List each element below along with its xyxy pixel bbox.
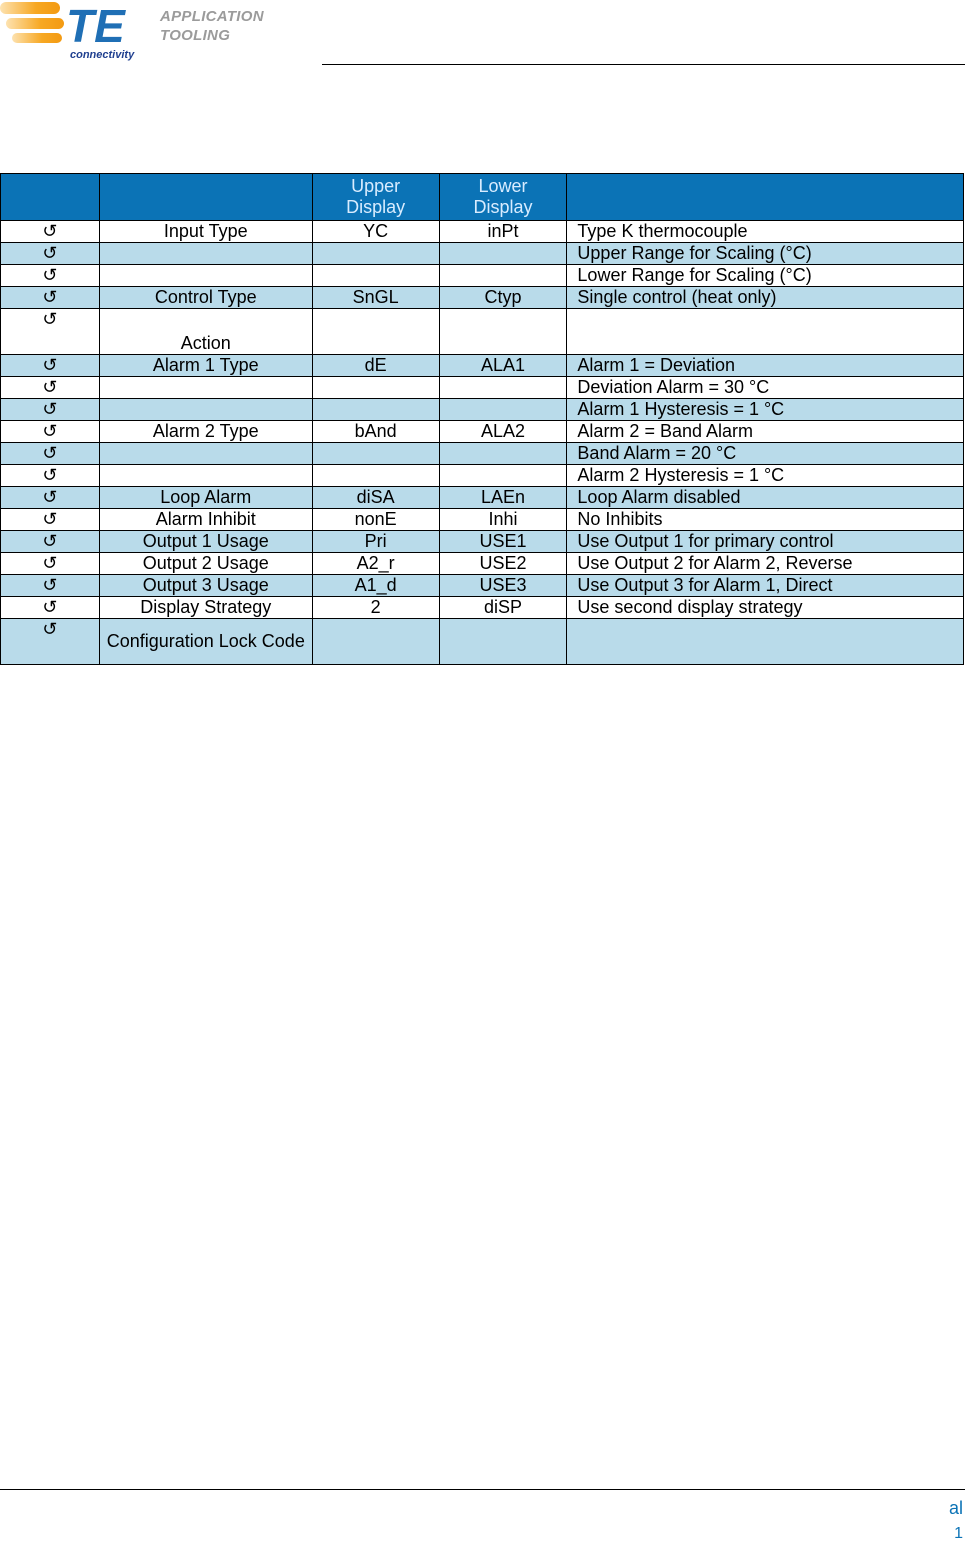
description-cell [567, 309, 964, 355]
parameter-name-cell [99, 377, 312, 399]
table-row [1, 487, 964, 509]
row-cycle-icon: ↺ [1, 355, 100, 377]
parameter-name-cell: Output 3 Usage [99, 575, 312, 597]
upper-display-cell [312, 399, 439, 421]
lower-display-cell [439, 309, 567, 355]
upper-display-cell: A2_r [312, 553, 439, 575]
lower-display-cell [439, 619, 567, 665]
table-row [1, 287, 964, 309]
table-row [1, 221, 964, 243]
description-cell: No Inhibits [567, 509, 964, 531]
lower-display-cell: USE3 [439, 575, 567, 597]
parameter-name-cell [99, 399, 312, 421]
upper-display-cell: 2 [312, 597, 439, 619]
table-row [1, 531, 964, 553]
col-header-upper-display: Upper Display [312, 174, 439, 221]
col-header-icon [1, 174, 100, 221]
upper-display-cell: A1_d [312, 575, 439, 597]
parameter-name-cell: Display Strategy [99, 597, 312, 619]
lower-display-cell [439, 377, 567, 399]
table-row [1, 465, 964, 487]
lower-display-cell [439, 399, 567, 421]
upper-display-cell [312, 265, 439, 287]
table-header-row [1, 174, 964, 221]
lower-display-cell [439, 443, 567, 465]
row-cycle-icon: ↺ [1, 531, 100, 553]
row-cycle-icon: ↺ [1, 553, 100, 575]
row-cycle-icon: ↺ [1, 309, 100, 355]
description-cell: Band Alarm = 20 °C [567, 443, 964, 465]
row-cycle-icon: ↺ [1, 421, 100, 443]
table-row [1, 597, 964, 619]
row-cycle-icon: ↺ [1, 575, 100, 597]
upper-display-cell: diSA [312, 487, 439, 509]
upper-display-cell [312, 465, 439, 487]
upper-display-cell: nonE [312, 509, 439, 531]
te-logo-mark-icon [0, 0, 160, 64]
table-row [1, 243, 964, 265]
table-row [1, 421, 964, 443]
col-header-description [567, 174, 964, 221]
col-header-parameter [99, 174, 312, 221]
row-cycle-icon: ↺ [1, 243, 100, 265]
lower-display-cell: Inhi [439, 509, 567, 531]
lower-display-cell: ALA2 [439, 421, 567, 443]
col-header-lower-display: Lower Display [439, 174, 567, 221]
lower-display-cell: inPt [439, 221, 567, 243]
upper-display-cell [312, 309, 439, 355]
upper-display-cell [312, 619, 439, 665]
lower-display-cell: USE1 [439, 531, 567, 553]
description-cell [567, 619, 964, 665]
description-cell: Alarm 2 Hysteresis = 1 °C [567, 465, 964, 487]
upper-display-cell: YC [312, 221, 439, 243]
row-cycle-icon: ↺ [1, 377, 100, 399]
description-cell: Upper Range for Scaling (°C) [567, 243, 964, 265]
svg-text:connectivity: connectivity [70, 49, 135, 61]
brand-line-2: TOOLING [160, 27, 231, 44]
parameter-name-cell: Input Type [99, 221, 312, 243]
parameter-name-cell [99, 265, 312, 287]
footer-text: al [948, 1498, 963, 1518]
upper-display-cell: Pri [312, 531, 439, 553]
description-cell: Type K thermocouple [567, 221, 964, 243]
row-cycle-icon: ↺ [1, 619, 100, 665]
description-cell: Use Output 3 for Alarm 1, Direct [567, 575, 964, 597]
row-cycle-icon: ↺ [1, 465, 100, 487]
table-row [1, 443, 964, 465]
row-cycle-icon: ↺ [1, 287, 100, 309]
svg-text:TE: TE [66, 0, 125, 52]
description-cell: Single control (heat only) [567, 287, 964, 309]
brand-line-1: APPLICATION [160, 8, 264, 25]
upper-display-cell: bAnd [312, 421, 439, 443]
parameter-name-cell: Alarm 1 Type [99, 355, 312, 377]
footer-divider [0, 1489, 965, 1490]
lower-display-cell: ALA1 [439, 355, 567, 377]
parameter-name-cell: Action [99, 309, 312, 355]
application-tooling-brand [160, 7, 264, 45]
row-cycle-icon: ↺ [1, 221, 100, 243]
table-row [1, 355, 964, 377]
lower-display-cell [439, 243, 567, 265]
row-cycle-icon: ↺ [1, 487, 100, 509]
parameter-name-cell [99, 243, 312, 265]
header-divider [322, 64, 965, 65]
description-cell: Loop Alarm disabled [567, 487, 964, 509]
description-cell: Lower Range for Scaling (°C) [567, 265, 964, 287]
lower-display-cell: USE2 [439, 553, 567, 575]
lower-display-cell [439, 465, 567, 487]
description-cell: Alarm 1 = Deviation [567, 355, 964, 377]
parameter-name-cell: Control Type [99, 287, 312, 309]
lower-display-cell [439, 265, 567, 287]
parameter-name-cell: Output 1 Usage [99, 531, 312, 553]
parameter-name-cell: Loop Alarm [99, 487, 312, 509]
description-cell: Alarm 1 Hysteresis = 1 °C [567, 399, 964, 421]
description-cell: Use Output 2 for Alarm 2, Reverse [567, 553, 964, 575]
table-row [1, 509, 964, 531]
row-cycle-icon: ↺ [1, 443, 100, 465]
parameter-name-cell: Configuration Lock Code [99, 619, 312, 665]
lower-display-cell: diSP [439, 597, 567, 619]
lower-display-cell: LAEn [439, 487, 567, 509]
table-row [1, 265, 964, 287]
description-cell: Use second display strategy [567, 597, 964, 619]
row-cycle-icon: ↺ [1, 597, 100, 619]
parameter-name-cell [99, 465, 312, 487]
description-cell: Deviation Alarm = 30 °C [567, 377, 964, 399]
table-row [1, 553, 964, 575]
upper-display-cell [312, 377, 439, 399]
row-cycle-icon: ↺ [1, 399, 100, 421]
row-cycle-icon: ↺ [1, 509, 100, 531]
upper-display-cell: dE [312, 355, 439, 377]
upper-display-cell [312, 243, 439, 265]
parameter-name-cell: Output 2 Usage [99, 553, 312, 575]
description-cell: Alarm 2 = Band Alarm [567, 421, 964, 443]
parameter-name-cell: Alarm Inhibit [99, 509, 312, 531]
table-row [1, 619, 964, 665]
table-row [1, 399, 964, 421]
upper-display-cell [312, 443, 439, 465]
parameter-name-cell: Alarm 2 Type [99, 421, 312, 443]
description-cell: Use Output 1 for primary control [567, 531, 964, 553]
lower-display-cell: Ctyp [439, 287, 567, 309]
upper-display-cell: SnGL [312, 287, 439, 309]
row-cycle-icon: ↺ [1, 265, 100, 287]
parameter-name-cell [99, 443, 312, 465]
table-row [1, 575, 964, 597]
table-row [1, 309, 964, 355]
table-row [1, 377, 964, 399]
configuration-table [0, 173, 964, 665]
page-number: 1 [954, 1525, 963, 1542]
